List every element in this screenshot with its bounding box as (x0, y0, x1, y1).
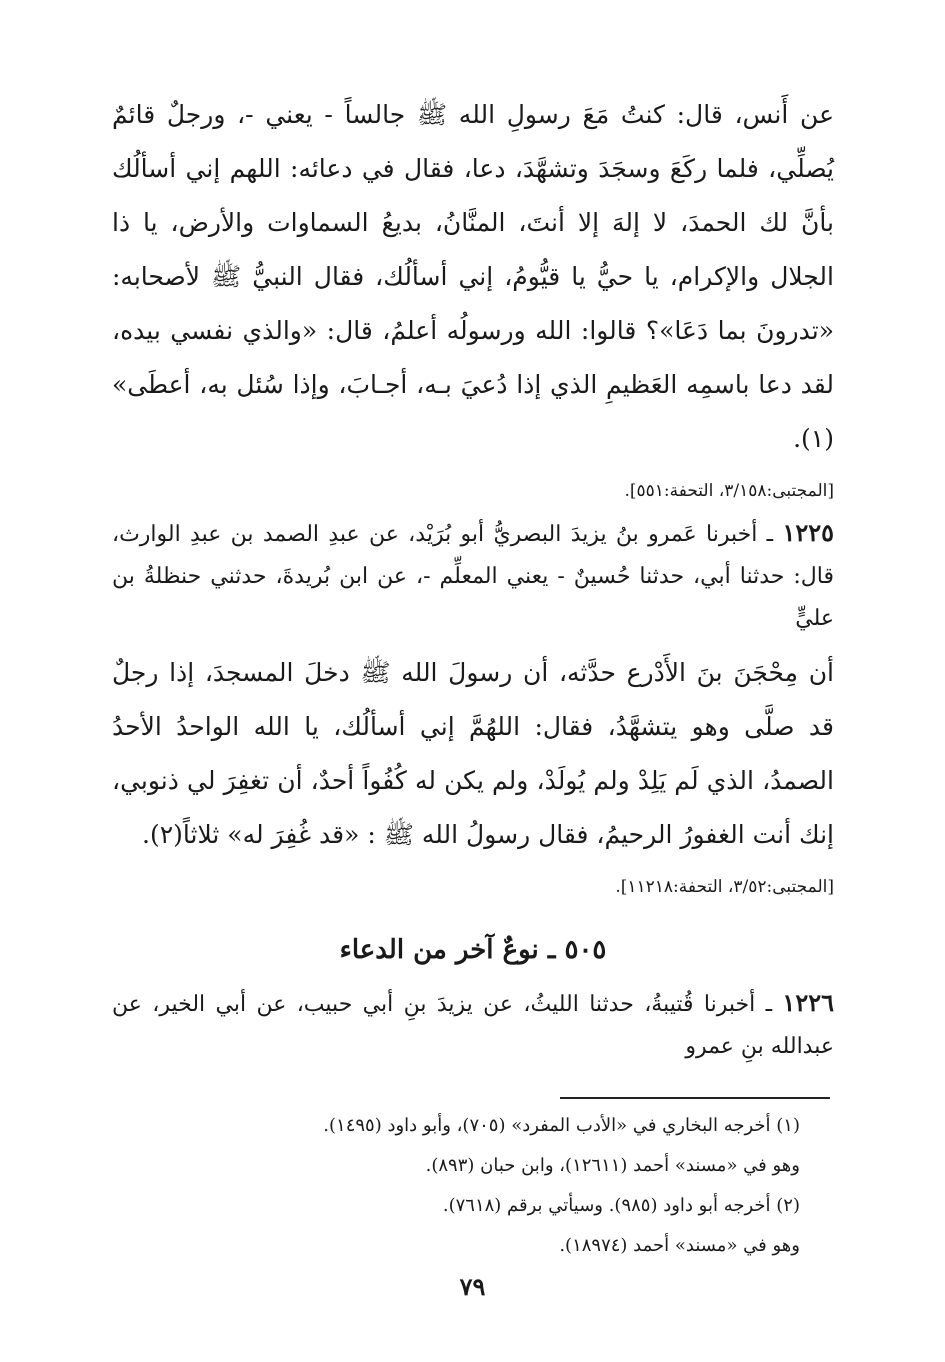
footnote-line: (٢) أخرجه أبو داود (٩٨٥). وسيأتي برقم (٧٦١٨). (442, 1195, 800, 1216)
source-reference-2: [المجتبى:٣/٥٢، التحفة:١١٢١٨]. (615, 877, 834, 897)
section-heading: ٥٠٥ ـ نوعٌ آخر من الدعاء (339, 935, 607, 965)
footnotes (112, 1106, 800, 1266)
footnote-divider (560, 1097, 830, 1099)
hadith-text-anas: عن أَنس، قال: كنتُ مَعَ رسولِ الله ﷺ جالساً - يعني -، ورجلٌ قائمٌ يُصلِّي، فلما ركَعَ وسجَدَ وتشهَّدَ، دعا، فقال في دعائه: اللهم إني أسألُك بأنَّ لك الحمدَ، لا إلهَ إلا أنتَ، المنَّانُ، بديعُ السماوات والأرض، يا ذا الجلال والإكرام، يا حيُّ يا قيُّومُ، إني أسألُك، فقال النبيُّ ﷺ لأصحابه: «تدرونَ بما دَعَا»؟ قالوا: الله ورسولُه أعلمُ، قال: «والذي نفسي بيده، لقد دعا باسمِه العَظيمِ الذي إذا دُعيَ بـه، أجـابَ، وإذا سُئل به، أعطَى» (١). (112, 100, 834, 453)
hadith-number-1226: ١٢٢٦ (782, 988, 834, 1017)
hadith-1226-chain (112, 982, 834, 1068)
page-body (112, 88, 834, 1068)
hadith-text-mihjan: أن مِحْجَنَ بنَ الأَدْرع حدَّثه، أن رسولَ الله ﷺ دخلَ المسجدَ، إذا رجلٌ قد صلَّى وهو يتشهَّدُ، فقال: اللهُمَّ إني أسألُك، يا الله الواحدُ الأحدُ الصمدُ، الذي لَم يَلِدْ ولم يُولَدْ، ولم يكن له كُفُواً أحدٌ، أن تغفِرَ لي ذنوبي، إنك أنت الغفورُ الرحيمُ، فقال رسولُ الله ﷺ : «قد غُفِرَ له» ثلاثاً(٢). (112, 658, 834, 849)
page-number: ٧٩ (459, 1272, 486, 1301)
hadith-1226-isnad: ـ أخبرنا قُتيبةُ، حدثنا الليثُ، عن يزيدَ بنِ أبي حبيب، عن أبي الخير، عن عبدالله بنِ عمرو (112, 992, 834, 1059)
hadith-1225-chain (112, 512, 834, 640)
source-reference-1: [المجتبى:٣/١٥٨، التحفة:٥٥١]. (624, 481, 834, 501)
footnote-line: وهو في «مسند» أحمد (١٢٦١١)، وابن حبان (٨٩٣). (425, 1155, 800, 1176)
footnote-line: (١) أخرجه البخاري في «الأدب المفرد» (٧٠٥)، وأبو داود (١٤٩٥). (323, 1115, 800, 1136)
hadith-1225-isnad: ـ أخبرنا عَمرو بنُ يزيدَ البصريُّ أبو بُرَيْد، عن عبدِ الصمد بن عبدِ الوارث، قال: حدثنا أبي، حدثنا حُسينٌ - يعني المعلِّم -، عن ابن بُريدةَ، حدثني حنظلةُ بن عليٍّ (112, 522, 834, 631)
hadith-number-1225: ١٢٢٥ (782, 518, 834, 547)
footnote-line: وهو في «مسند» أحمد (١٨٩٧٤). (559, 1235, 800, 1256)
